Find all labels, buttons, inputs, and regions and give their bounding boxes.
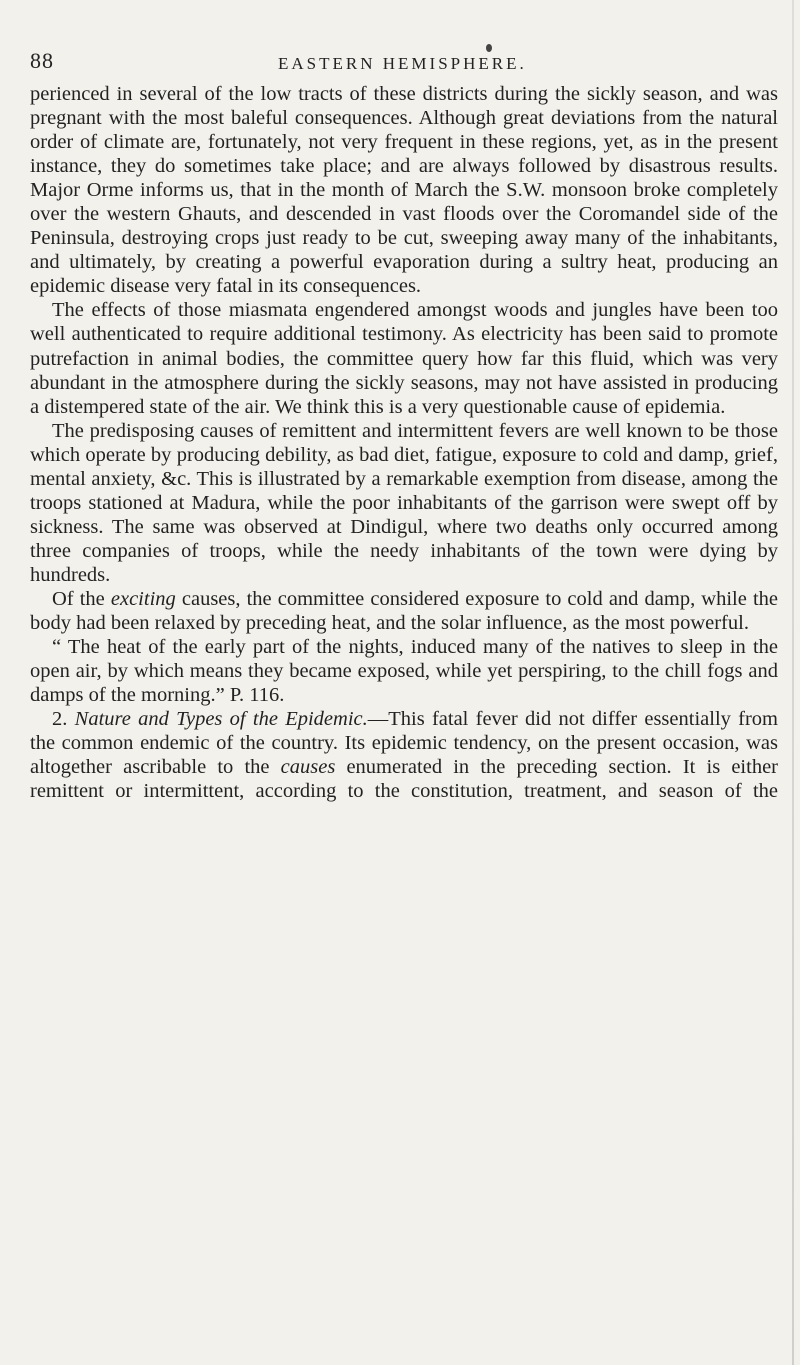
paragraph-text: —This fatal fever did not differ essentially from the common endemic of the country. Its epidemic tendency, on the present occasion, was altogether ascribable to the <box>30 708 778 779</box>
emphasis: causes <box>280 756 336 779</box>
section-number: 2. <box>52 708 75 731</box>
paragraph <box>30 587 778 635</box>
page-number: 88 <box>30 48 54 73</box>
quotation: “ The heat of the early part of the nights, induced many of the natives to sleep in the open air, by which means they became exposed, while yet perspiring, to the chill fogs and damps of the morning.” P. 116. <box>30 636 778 707</box>
page-header <box>30 0 778 73</box>
paragraph: The effects of those miasmata engendered amongst woods and jungles have been too well authenticated to require additional testimony. As electricity has been said to promote putrefaction in animal bodies, the committee query how far this fluid, which was very abundant in the atmosphere during the sickly seasons, may not have assisted in producing a distempered state of the air. We think this is a very questionable cause of epidemia. <box>30 299 778 418</box>
running-title: EASTERN HEMISPHERE. <box>278 54 527 73</box>
paragraph: perienced in several of the low tracts of these districts during the sickly season, and was pregnant with the most baleful consequences. Although great deviations from the natural order of climate are, fortunately, not very frequent in these regions, yet, as in the present instance, they do sometimes take place; and are always followed by disastrous results. Major Orme informs us, that in the month of March the S.W. monsoon broke completely over the western Ghauts, and descended in vast floods over the Coromandel side of the Peninsula, destroying crops just ready to be cut, sweeping away many of the inhabitants, and ultimately, by creating a powerful evaporation during a sultry heat, producing an epidemic disease very fatal in its consequences. <box>30 83 778 298</box>
paragraph-text: enumerated in the preceding section. It is either remittent or intermittent, according to the constitution, treatment, and season of the <box>30 756 778 803</box>
paragraph-text: causes, the committee considered exposure to cold and damp, while the body had been relaxed by preceding heat, and the solar influence, as the most powerful. <box>30 587 778 635</box>
emphasis: exciting <box>110 587 176 610</box>
paragraph: The predisposing causes of remittent and intermittent fevers are well known to be those which operate by producing debility, as bad diet, fatigue, exposure to cold and damp, grief, mental anxiety, &c. This is illustrated by a remarkable exemption from disease, among the troops stationed at Madura, while the poor inhabitants of the garrison were swept off by sickness. The same was observed at Dindigul, where two deaths only occurred among three companies of troops, while the needy inhabitants of the town were dying by hundreds. <box>30 419 778 586</box>
page-body <box>30 82 778 803</box>
section-paragraph <box>30 707 778 803</box>
section-title: Nature and Types of the Epidemic. <box>74 708 368 731</box>
paragraph-text: Of the <box>52 587 111 610</box>
page-edge <box>792 0 794 1365</box>
